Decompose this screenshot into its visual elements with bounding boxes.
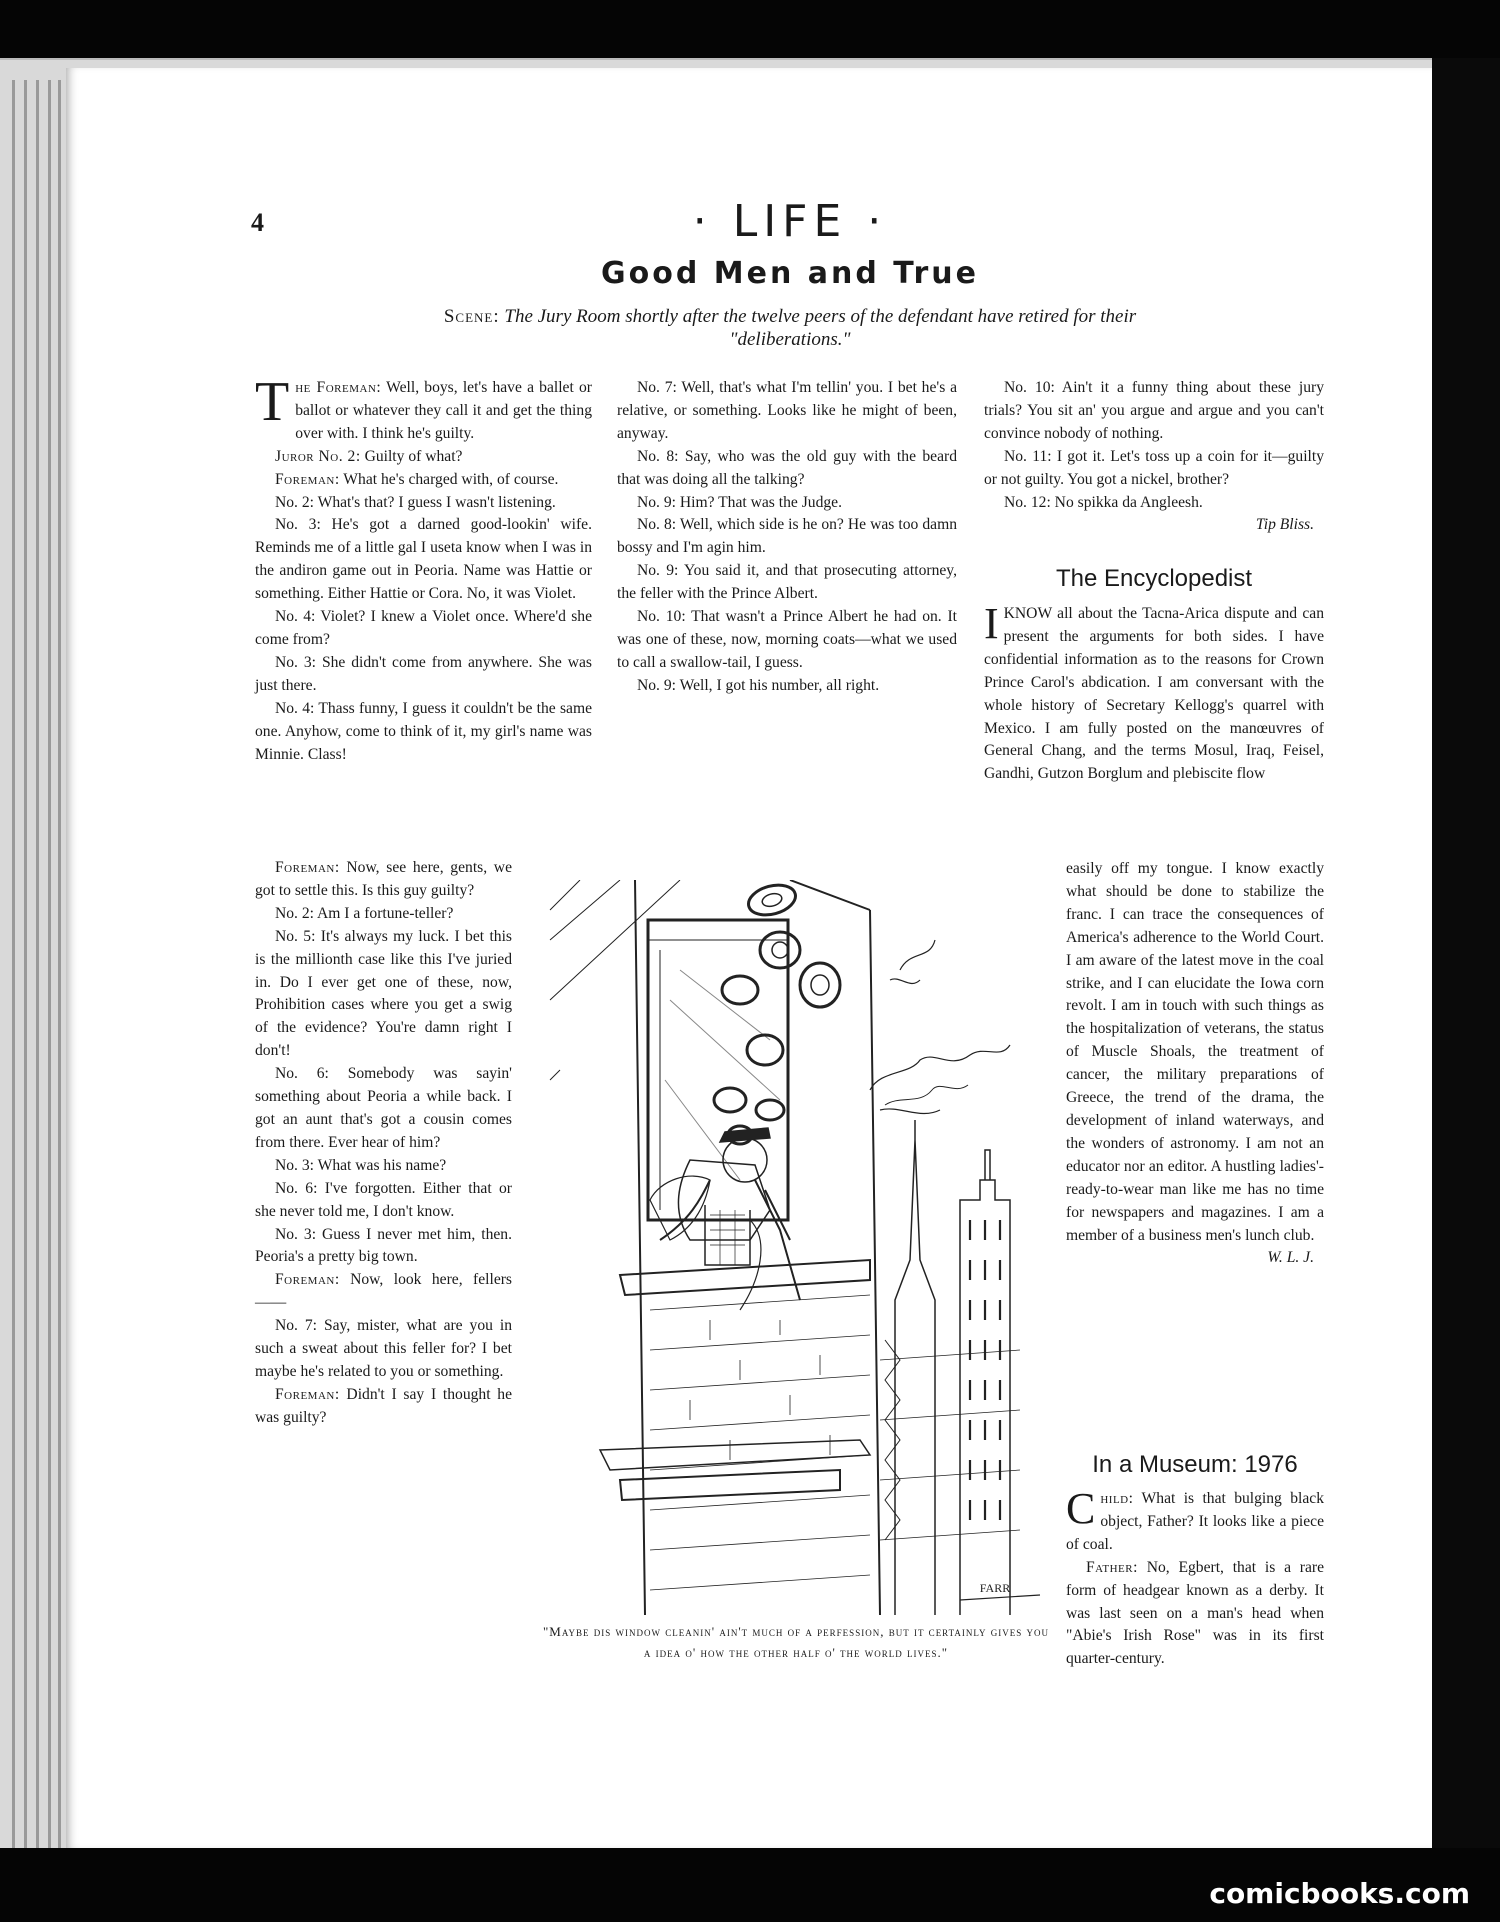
paragraph: No. 3: He's got a darned good-lookin' wife. Reminds me of a little gal I useta know when I was in the andiron game out in Peoria. Name was Hattie or something. Either Hattie or Cora. No, it was Violet. xyxy=(255,516,592,603)
paragraph-text: Now, see here, gents, we got to settle this. Is this guy guilty? xyxy=(255,859,512,899)
paragraph-text: What he's charged with, of course. xyxy=(339,470,559,488)
page-number: 4 xyxy=(251,208,264,237)
paragraph: No. 5: It's always my luck. I bet this is the millionth case like this I've juried in. Do I ever get one of these, now, Prohibition cases where you get a swig of the evidence? You're damn right I don't! xyxy=(255,927,512,1060)
article1-column-1-top xyxy=(255,371,592,766)
paragraph: No. 3: What was his name? xyxy=(275,1156,447,1174)
museum-text xyxy=(1066,1484,1324,1671)
paragraph xyxy=(255,1269,512,1315)
paragraph: No. 7: Well, that's what I'm tellin' you. I bet he's a relative, or something. Looks like he might of been, anyway. xyxy=(617,379,957,442)
encyclopedist-title: The Encyclopedist xyxy=(1055,565,1253,592)
article-column-3-top xyxy=(984,377,1324,537)
paragraph-text: No, Egbert, that is a rare form of headgear known as a derby. It was last seen on a man's head when "Abie's Irish Rose" was in its first quarter-century. xyxy=(1066,1558,1324,1668)
paragraph xyxy=(1066,1484,1324,1557)
speaker: Foreman: xyxy=(275,1271,340,1289)
scan-bottom-border xyxy=(0,1848,1500,1922)
article-title: Good Men and True xyxy=(601,256,979,291)
paragraph: No. 4: Violet? I knew a Violet once. Where'd she come from? xyxy=(255,608,592,648)
drop-cap: C xyxy=(1066,1484,1096,1533)
paragraph xyxy=(1066,1557,1324,1672)
paragraph: No. 4: Thass funny, I guess it couldn't be the same one. Anyhow, come to think of it, my girl's name was Minnie. Class! xyxy=(255,699,592,763)
paragraph: No. 9: You said it, and that prosecuting attorney, the feller with the Prince Albert. xyxy=(617,562,957,603)
article1-column-1-bottom xyxy=(255,857,512,1430)
paragraph: No. 9: Well, I got his number, all right. xyxy=(637,676,880,694)
paragraph: No. 7: Say, mister, what are you in such a sweat about this feller for? I bet maybe he's related to you or something. xyxy=(255,1317,512,1380)
paragraph: No. 2: Am I a fortune-teller? xyxy=(275,904,454,922)
paragraph xyxy=(255,371,592,446)
paragraph: No. 3: Guess I never met him, then. Peoria's a pretty big town. xyxy=(255,1225,512,1266)
scan-top-border xyxy=(0,0,1500,62)
encyclopedist-text-bottom xyxy=(1066,858,1324,1270)
scene-description xyxy=(400,305,1180,351)
paragraph: No. 2: What's that? I guess I wasn't listening. xyxy=(275,493,556,511)
page-edge xyxy=(48,80,51,1850)
watermark: comicbooks.com xyxy=(1209,1877,1470,1910)
paragraph: No. 6: Somebody was sayin' something about Peoria a while back. I got an aunt that's got a cousin comes from there. Ever hear of him? xyxy=(255,1065,512,1151)
paragraph: No. 11: I got it. Let's toss up a coin for it—guilty or not guilty. You got a nickel, brother? xyxy=(984,447,1324,488)
speaker: he Foreman: xyxy=(295,379,382,396)
page-edge xyxy=(58,80,61,1850)
paragraph-text: Guilty of what? xyxy=(360,447,463,465)
artist-signature: FARR xyxy=(979,1581,1011,1595)
paragraph: No. 3: She didn't come from anywhere. She was just there. xyxy=(255,653,592,694)
paragraph: No. 9: Him? That was the Judge. xyxy=(637,493,842,511)
drop-cap: T xyxy=(255,371,290,433)
window-cleaner-illustration xyxy=(540,880,1052,1615)
page-edge xyxy=(12,80,15,1850)
paragraph-text: Didn't I say I thought he was guilty? xyxy=(255,1385,512,1426)
paragraph xyxy=(255,857,512,903)
museum-title: In a Museum: 1976 xyxy=(1092,1451,1298,1478)
author-signature: W. L. J. xyxy=(1267,1249,1314,1267)
paragraph: No. 8: Well, which side is he on? He was too damn bossy and I'm agin him. xyxy=(617,516,957,557)
paragraph: No. 12: No spikka da Angleesh. xyxy=(1004,493,1203,511)
speaker: Juror No. 2: xyxy=(275,447,361,465)
speaker: Father: xyxy=(1086,1558,1138,1576)
paragraph xyxy=(255,1384,512,1430)
paragraph-text: KNOW all about the Tacna-Arica dispute and can present the arguments for both sides. I have confidential information as to the reasons for Crown Prince Carol's abdication. I am conversant with the whole history of Secretary Kellogg's quarrel with Mexico. I am fully posted on the manœuvres of General Chang, and the terms Mosul, Iraq, Feisel, Gandhi, Gutzon Borglum and plebiscite flow xyxy=(984,605,1324,783)
encyclopedist-text-top xyxy=(984,599,1324,786)
author-signature: Tip Bliss. xyxy=(1255,516,1314,534)
paragraph: No. 10: That wasn't a Prince Albert he had on. It was one of these, now, morning coats—what we used to call a swallow-tail, I guess. xyxy=(617,608,957,671)
speaker: Foreman: xyxy=(275,859,340,876)
article1-column-2 xyxy=(617,377,957,698)
paragraph-text: Well, boys, let's have a ballet or ballot or whatever they call it and get the thing over with. I think he's guilty. xyxy=(295,379,592,442)
paragraph xyxy=(255,469,592,492)
speaker: hild: xyxy=(1100,1490,1134,1507)
scene-label: Scene: xyxy=(443,306,500,327)
drop-cap: I xyxy=(984,599,999,648)
speaker: Foreman: xyxy=(275,1385,340,1403)
illustration-caption: "Maybe dis window cleanin' ain't much of a perfession, but it certainly gives you a idea o' how the other half o' the world lives." xyxy=(542,1624,1050,1660)
paragraph: No. 6: I've forgotten. Either that or she never told me, I don't know. xyxy=(255,1179,512,1220)
paragraph: No. 8: Say, who was the old guy with the beard that was doing all the talking? xyxy=(617,447,957,488)
paragraph xyxy=(984,599,1324,786)
page-edge xyxy=(24,80,27,1850)
speaker: Foreman: xyxy=(275,470,340,488)
paragraph: easily off my tongue. I know exactly what should be done to stabilize the franc. I can trace the consequences of America's adherence to the World Court. I am aware of the latest move in the coal strike, and I can elucidate the Iowa corn revolt. I am in touch with such things as the hospitalization of veterans, the status of Muscle Shoals, the treatment of cancer, the military preparations of Greece, the trend of the drama, the development of inland waterways, and the wonders of astronomy. I am not an educator nor an editor. A hustling ladies'-ready-to-wear man like me has no time for newspapers and magazines. I am a member of a business men's lunch club. xyxy=(1066,860,1324,1244)
scan-right-border xyxy=(1432,58,1500,1922)
paragraph-text: What is that bulging black object, Father? It looks like a piece of coal. xyxy=(1066,1490,1324,1553)
masthead: · LIFE · xyxy=(692,196,888,247)
paragraph xyxy=(255,446,592,469)
paragraph: No. 10: Ain't it a funny thing about these jury trials? You sit an' you argue and argue and you can't convince nobody of nothing. xyxy=(984,379,1324,442)
paragraph-text: Now, look here, fellers—— xyxy=(255,1271,512,1312)
scene-text: The Jury Room shortly after the twelve peers of the defendant have retired for their "deliberations." xyxy=(504,306,1137,350)
page-edge xyxy=(36,80,39,1850)
